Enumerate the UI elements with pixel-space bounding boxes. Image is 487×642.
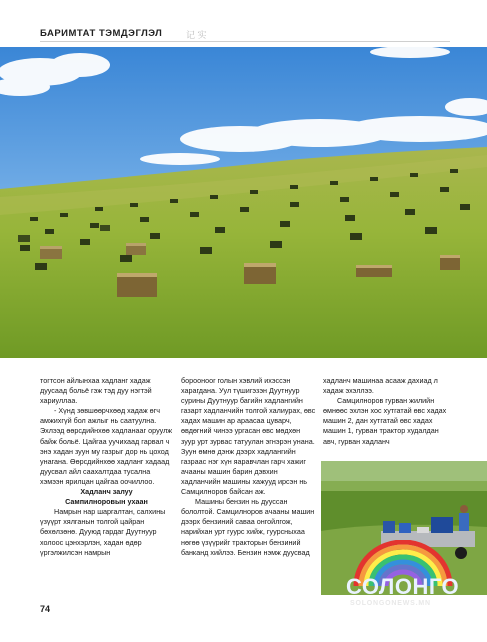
paragraph: хадланч машинаа асааж дахиад л хадаж эхэллээ. [323,376,438,396]
page-header [40,26,450,44]
page-number: 74 [40,604,51,614]
paragraph: бороонооr голын хэвлий ихэссэн харагдана. Уул түшигэзэн Дуутнуур сурины Дуутнуур багийн хадлангийн газарт хадланчийн толгой халиурах, өвс хадах машин ар араасаа цуварч, өвдөгний чинээ ургасан өвс мөдхөн зуур урт зурвас татуулан эгнэрэн унана. Зуун өмнө дэнж дээрх хадлангийн газраас нэг хүн яаравчлан гарч хажиг ачааны машин барин дэвхин хадланчийн машины хажууд ирсэн нь Самцилноров байсан аж. [181,376,316,497]
hay-field-photo [0,47,487,358]
text-column-1 [40,376,173,558]
logo-name: СОЛОНГО [346,574,460,599]
subheading: Сампилноровын ухаан [65,497,148,507]
text-column-3 [323,376,453,447]
subheading: Хадланч залуу [80,487,133,497]
section-subtitle: 记 实 [186,30,207,40]
solongo-logo [342,540,464,612]
section-title: БАРИМТАТ ТЭМДЭГЛЭЛ [40,28,163,39]
paragraph: Намрын нар шаргалтан, салхины үзүүрт хялганын толгой цайран бөхөлзөнө. Дууюд гардаг Дуутнуур холоос цэнхэрлэн, хадан өдөр үргэлжилсэн намрын [40,507,166,557]
text-column-2 [181,376,316,558]
header-rule [40,41,450,42]
paragraph: Самцилноров гурван жилийн өмнөөс эхлэн хос хутгатай өвс хадах машин 2, дан хутгатай өвс хадах машин 1, гурван трактор худалдан авч, гурван хадланч [323,396,447,446]
logo-url: SOLONGONEWS.MN [350,600,431,607]
paragraph: тогтсон айлынхаа хадланг хадаж дуусаад больё гэж тэд дуу нэгтэй хариуллаа. [40,376,152,406]
paragraph: Машины бензин нь дууссан бололтой. Самцилноров ачааны машин дээрх бензиний саваа онгойлгож, нарийхан урт гуурс хийж, гуурсныхаа нөгөө үзүүрийг тракторын бензиний банканд хийлээ. Бензин нэмж дуусвад [181,497,315,557]
paragraph: - Хүнд зөвшөөрчхөөд хадаж өгч амжихгүй бол ажлыг нь саатуулна. Эхлээд өөрсдийнхөө хадланааг оруулж байж больё. Цайгаа уучихаад гарвал ч энэ хадан зуун му газрыг дор нь цоход унагана. Өөрсдийнхөө хадланг хадаад дуусвал айл саахалтдаа тусална хэмээн ярилцан цайгаа оочиллоо. [40,406,173,486]
